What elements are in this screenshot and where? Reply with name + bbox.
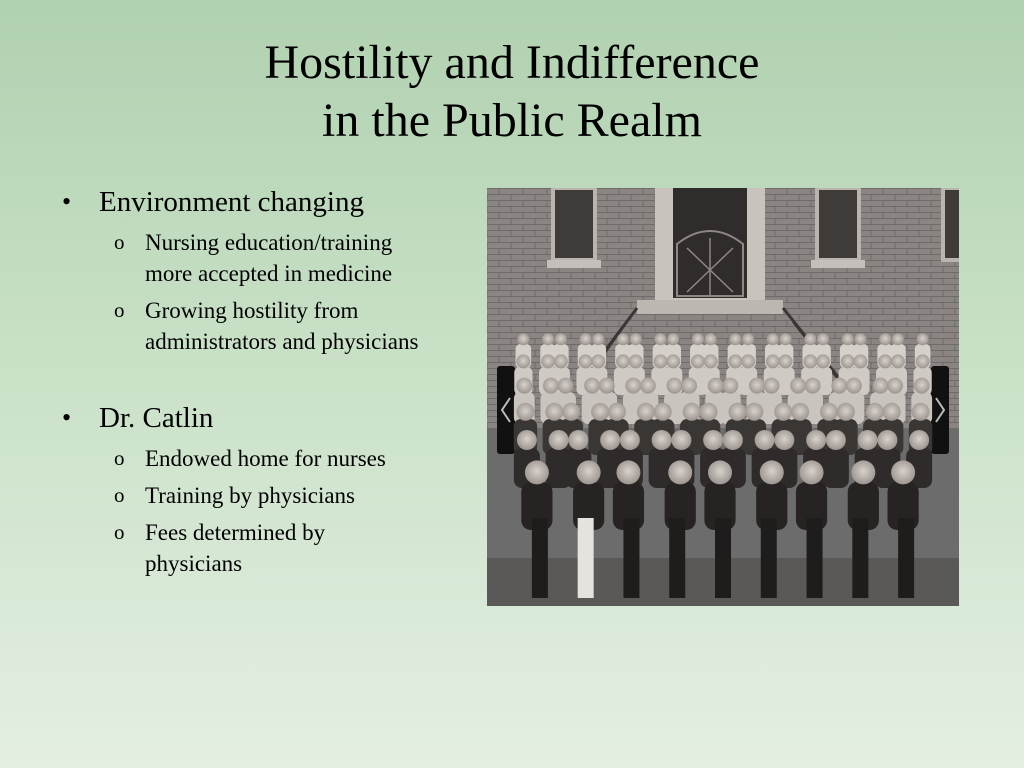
sub-bullet-item [114,480,502,511]
sub-bullet-line-2: physicians [145,551,243,576]
title-line-2: in the Public Realm [322,94,702,147]
sub-bullet-item [114,227,502,289]
slide-title [0,34,1024,150]
historical-group-photo [487,188,959,606]
photo-illustration [487,188,959,606]
sub-bullet-line-1: Fees determined by [145,520,326,545]
sub-bullet-line-1: Training by physicians [145,483,355,508]
bullet-group-environment [62,183,502,357]
sub-bullet-circle-icon: o [114,520,125,544]
bullet-group-catlin [62,399,502,579]
bullet-dot-icon: • [62,187,72,216]
title-line-1: Hostility and Indifference [264,36,760,89]
sub-bullet-circle-icon: o [114,298,125,322]
sub-bullet-circle-icon: o [114,230,125,254]
sub-bullet-item [114,517,502,579]
sub-bullet-line-1: Growing hostility from [145,298,359,323]
sub-bullet-line-1: Nursing education/training [145,230,393,255]
sub-bullet-circle-icon: o [114,446,125,470]
sub-bullet-line-2: more accepted in medicine [145,261,393,286]
sub-bullet-item [114,295,502,357]
sub-bullet-circle-icon: o [114,483,125,507]
bullet-text: Environment changing [99,186,364,218]
bullet-dot-icon: • [62,403,72,432]
bullet-item [62,399,502,437]
bullet-text: Dr. Catlin [99,402,214,434]
bullet-item [62,183,502,221]
sub-bullet-item [114,443,502,474]
bullet-list [62,183,502,579]
sub-bullet-line-2: administrators and physicians [145,329,419,354]
sub-bullet-line-1: Endowed home for nurses [145,446,386,471]
